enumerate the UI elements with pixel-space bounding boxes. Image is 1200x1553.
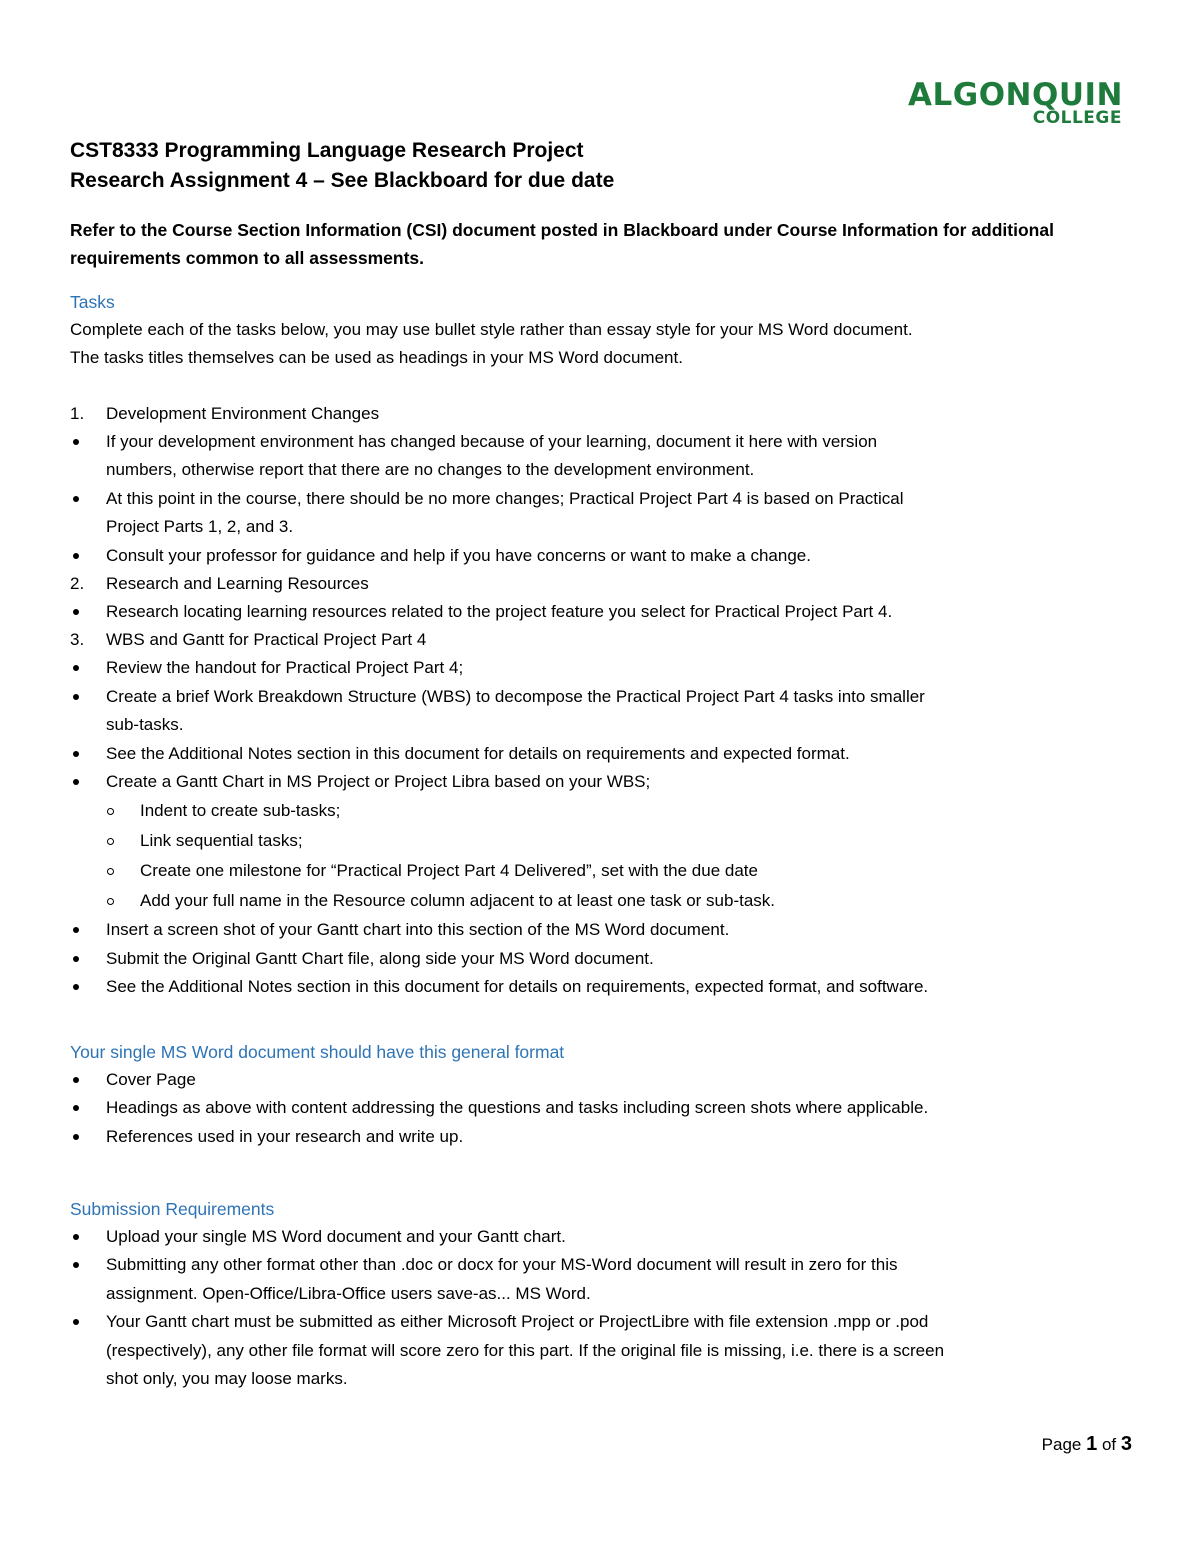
task-1-bullets [70,428,1140,570]
csi-notice-line-2: requirements common to all assessments. [70,248,425,268]
tasks-intro-2: The tasks titles themselves can be used as headings in your MS Word document. [70,348,683,367]
list-item-text: numbers, otherwise report that there are no changes to the development environment. [106,460,755,480]
list-item: Insert a screen shot of your Gantt chart into this section of the MS Word document. [70,916,1140,944]
logo-line-2: COLLEGE [1032,108,1122,128]
total-pages: 3 [1120,1433,1132,1455]
task-title: Development Environment Changes [106,404,380,423]
list-item-text: assignment. Open-Office/Libra-Office users save-as... MS Word. [106,1283,591,1303]
task-list [70,626,1140,654]
list-item-text: Your Gantt chart must be submitted as either Microsoft Project or ProjectLibre with file extension .mpp or .pod [106,1312,929,1332]
list-item-text: Project Parts 1, 2, and 3. [106,517,294,537]
csi-notice-line-1: Refer to the Course Section Information (CSI) document posted in Blackboard under Course Information for additional [70,220,1054,240]
list-item: Upload your single MS Word document and your Gantt chart. [70,1223,1140,1251]
gantt-sub-bullets [70,796,1140,916]
list-item [70,683,1140,740]
task-3-bullets-continued [70,916,1140,1001]
list-item: See the Additional Notes section in this document for details on requirements and expected format. [70,740,1140,768]
csi-notice [70,216,1140,272]
list-item [70,1308,1140,1393]
task-title: Research and Learning Resources [106,574,369,594]
list-item-text: (respectively), any other file format will score zero for this part. If the original file is missing, i.e. there is a screen [106,1340,945,1360]
list-item-text: Submitting any other format other than .doc or docx for your MS-Word document will result in zero for this [106,1255,898,1275]
list-item: References used in your research and write up. [70,1123,1140,1151]
sub-list-item: Link sequential tasks; [70,826,1140,856]
list-item-text: At this point in the course, there should be no more changes; Practical Project Part 4 is based on Practical [106,488,904,508]
list-item: Headings as above with content addressing the questions and tasks including screen shots where applicable. [70,1094,1140,1122]
task-list [70,570,1140,598]
logo-line-1: ALGONQUIN [908,77,1123,113]
list-item [70,485,1140,542]
of-label: of [1101,1435,1117,1454]
document-title: CST8333 Programming Language Research Project [70,139,584,162]
task-item-2 [70,570,1140,598]
format-list [70,1066,1140,1151]
list-item: Submit the Original Gantt Chart file, along side your MS Word document. [70,945,1140,973]
sub-list-item: Indent to create sub-tasks; [70,796,1140,826]
submission-heading: Submission Requirements [70,1198,275,1219]
submission-list [70,1223,1140,1393]
task-3-bullets [70,654,1140,796]
page-label: Page [1041,1435,1082,1454]
list-item-text: Create a brief Work Breakdown Structure (WBS) to decompose the Practical Project Part 4 tasks into smaller [106,686,925,706]
task-number: 3. [70,630,85,650]
format-heading: Your single MS Word document should have this general format [70,1041,565,1062]
list-item-text: shot only, you may loose marks. [106,1368,348,1388]
document-subtitle: Research Assignment 4 – See Blackboard for due date [70,169,615,192]
list-item: Review the handout for Practical Project Part 4; [70,654,1140,682]
task-2-bullets [70,598,1140,626]
list-item-text: sub-tasks. [106,715,184,735]
task-number: 1. [70,404,85,423]
task-item-3 [70,626,1140,654]
list-item [70,1251,1140,1308]
tasks-intro-1: Complete each of the tasks below, you may use bullet style rather than essay style for your MS Word document. [70,320,913,339]
task-item-1 [70,400,1140,428]
task-title: WBS and Gantt for Practical Project Part 4 [106,630,427,650]
list-item [70,428,1140,485]
task-list [70,400,1140,428]
list-item: See the Additional Notes section in this document for details on requirements, expected format, and software. [70,973,1140,1001]
list-item: Research locating learning resources related to the project feature you select for Practical Project Part 4. [70,598,1140,626]
page-number [1020,1430,1132,1459]
tasks-heading: Tasks [70,292,115,312]
sub-list-item: Add your full name in the Resource column adjacent to at least one task or sub-task. [70,886,1140,916]
sub-list-item: Create one milestone for “Practical Project Part 4 Delivered”, set with the due date [70,856,1140,886]
list-item: Create a Gantt Chart in MS Project or Project Libra based on your WBS; [70,768,1140,796]
current-page: 1 [1086,1433,1098,1455]
algonquin-college-logo [908,77,1123,128]
list-item: Consult your professor for guidance and help if you have concerns or want to make a change. [70,542,1140,570]
list-item: Cover Page [70,1066,1140,1094]
document-body [70,136,1140,1393]
list-item-text: If your development environment has changed because of your learning, document it here with version [106,432,878,451]
task-number: 2. [70,574,85,594]
